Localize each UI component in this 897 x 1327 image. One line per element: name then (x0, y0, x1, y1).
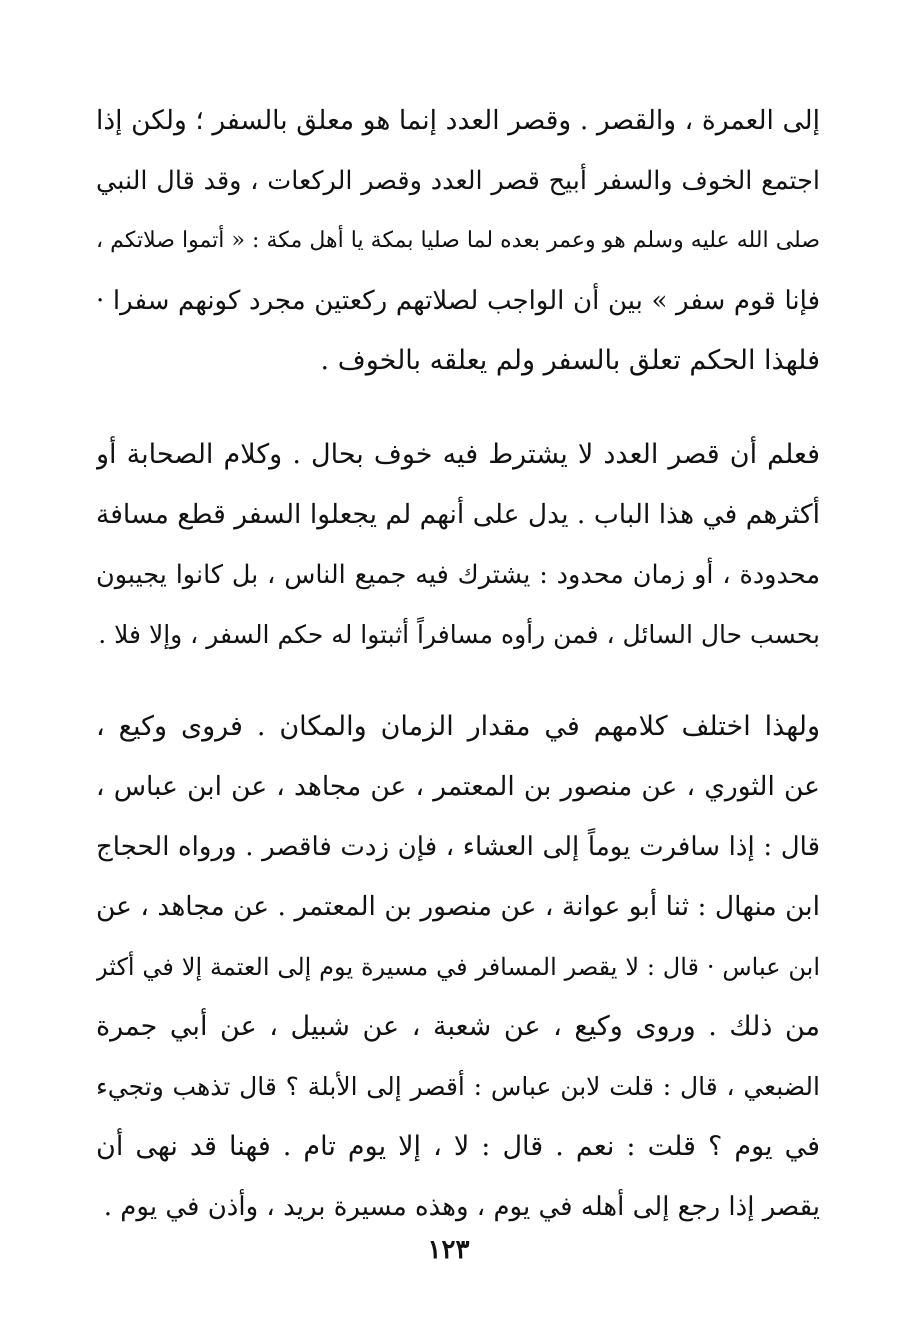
paragraph-2 (96, 425, 820, 665)
paragraph-1 (96, 91, 820, 391)
text-line: من ذلك . وروى وكيع ، عن شعبة ، عن شبيل ، عن أبي جمرة (96, 1011, 820, 1042)
text-line: الضبعي ، قال : قلت لابن عباس : أقصر إلى الأبلة ؟ قال تذهب وتجيء (96, 1072, 820, 1101)
text-line: فعلم أن قصر العدد لا يشترط فيه خوف بحال . وكلام الصحابة أو (96, 439, 820, 470)
text-line: فلهذا الحكم تعلق بالسفر ولم يعلقه بالخوف . (320, 345, 820, 376)
paragraph-3 (96, 697, 820, 1237)
page-number: ١٢٣ (427, 1235, 470, 1265)
text-line: بحسب حال السائل ، فمن رأوه مسافراً أثبتوا له حكم السفر ، وإلا فلا . (98, 620, 820, 649)
text-line: في يوم ؟ قلت : نعم . قال : لا ، إلا يوم تام . فهنا قد نهى أن (96, 1131, 820, 1162)
text-line: ابن منهال : ثنا أبو عوانة ، عن منصور بن المعتمر . عن مجاهد ، عن (96, 891, 820, 922)
text-line: ولهذا اختلف كلامهم في مقدار الزمان والمكان . فروى وكيع ، (96, 711, 820, 742)
text-line: فإنا قوم سفر » بين أن الواجب لصلاتهم ركعتين مجرد كونهم سفرا · (96, 286, 820, 316)
text-line: قال : إذا سافرت يوماً إلى العشاء ، فإن زدت فاقصر . ورواه الحجاج (96, 832, 820, 862)
text-line: صلى الله عليه وسلم هو وعمر بعده لما صليا بمكة يا أهل مكة : « أتموا صلاتكم ، (96, 228, 820, 253)
text-line: محدودة ، أو زمان محدود : يشترك فيه جميع الناس ، بل كانوا يجيبون (96, 560, 820, 590)
text-line: إلى العمرة ، والقصر . وقصر العدد إنما هو معلق بالسفر ؛ ولكن إذا (96, 105, 820, 136)
text-line: عن الثوري ، عن منصور بن المعتمر ، عن مجاهد ، عن ابن عباس ، (96, 771, 820, 802)
text-line: يقصر إذا رجع إلى أهله في يوم ، وهذه مسيرة بريد ، وأذن في يوم . (103, 1192, 820, 1222)
text-line: ابن عباس · قال : لا يقصر المسافر في مسيرة يوم إلى العتمة إلا في أكثر (96, 953, 820, 981)
text-line: اجتمع الخوف والسفر أبيح قصر العدد وقصر الركعات ، وقد قال النبي (96, 166, 820, 196)
text-line: أكثرهم في هذا الباب . يدل على أنهم لم يجعلوا السفر قطع مسافة (96, 499, 820, 530)
